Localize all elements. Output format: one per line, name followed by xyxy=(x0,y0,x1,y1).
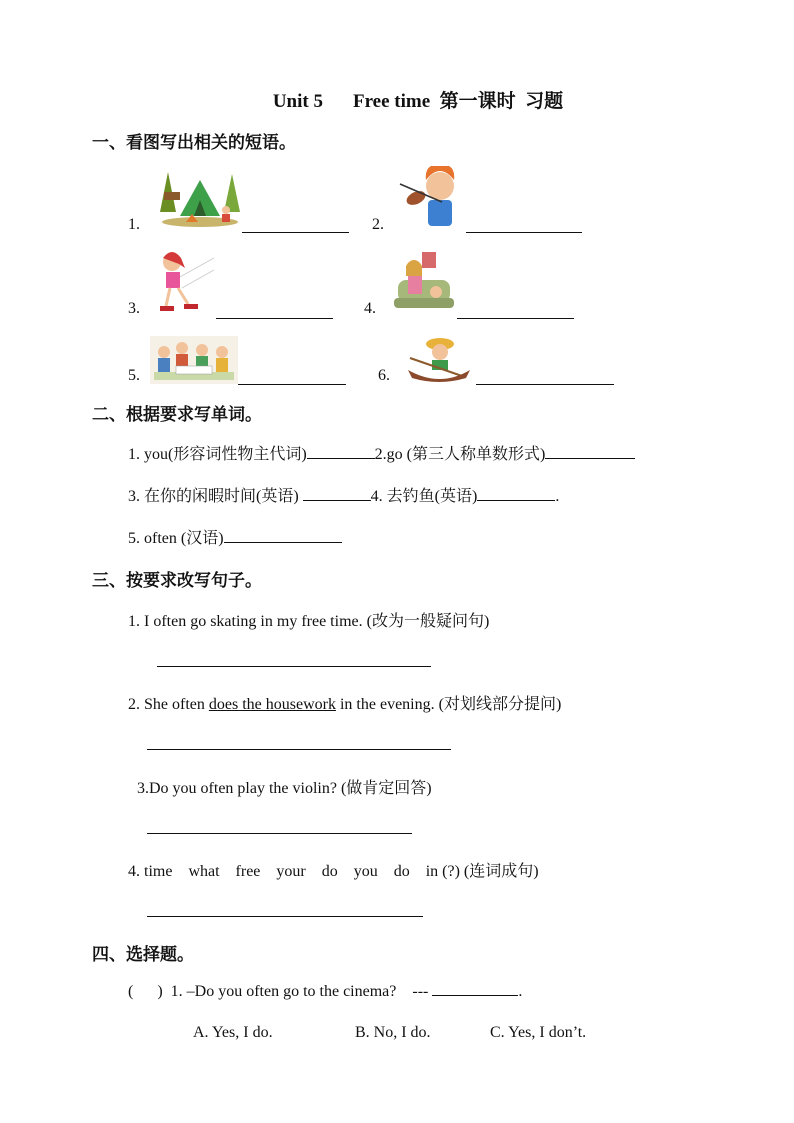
rewrite-answer-line-1[interactable] xyxy=(157,666,431,667)
option-a[interactable]: A. Yes, I do. xyxy=(193,1024,273,1041)
word-blank-4[interactable] xyxy=(477,499,555,501)
item-number-2: 2. xyxy=(372,216,384,233)
rewrite-question-2-end: in the evening. (对划线部分提问) xyxy=(335,696,562,713)
answer-line-4[interactable] xyxy=(457,318,574,319)
period: . xyxy=(518,983,523,1000)
answer-line-2[interactable] xyxy=(466,232,582,233)
word-question-3: 3. 在你的闲暇时间(英语) xyxy=(128,488,303,505)
item-number-5: 5. xyxy=(128,367,140,384)
rewrite-question-1: 1. I often go skating in my free time. (改为一般疑问句) xyxy=(128,613,490,630)
rewrite-question-2-start: 2. She often xyxy=(128,696,209,713)
item-number-4: 4. xyxy=(364,300,376,317)
word-blank-5[interactable] xyxy=(224,541,342,543)
title-topic: Free time xyxy=(352,91,431,112)
word-blank-1[interactable] xyxy=(307,457,375,459)
item-number-3: 3. xyxy=(128,300,140,317)
answer-line-6[interactable] xyxy=(476,384,614,385)
word-question-2: 2.go (第三人称单数形式) xyxy=(374,446,546,463)
choice-question-text: ) 1. –Do you often go to the cinema? --- xyxy=(157,983,433,1000)
family-picnic-picture xyxy=(150,336,238,384)
rewrite-question-4: 4. time what free your do you do in (?) (连词成句) xyxy=(128,863,539,880)
answer-bracket-open: ( xyxy=(128,983,134,1000)
camping-picture xyxy=(158,166,242,230)
option-c[interactable]: C. Yes, I don’t. xyxy=(490,1024,587,1041)
rewrite-question-2 xyxy=(128,691,561,714)
section-heading-1: 一、看图写出相关的短语。 xyxy=(92,133,296,153)
rewrite-answer-line-4[interactable] xyxy=(147,916,423,917)
word-blank-2[interactable] xyxy=(545,457,635,459)
word-question-5: 5. often (汉语) xyxy=(128,530,224,547)
option-b[interactable]: B. No, I do. xyxy=(355,1024,431,1041)
title-type: 习题 xyxy=(525,91,564,112)
word-question-1: 1. you(形容词性物主代词) xyxy=(128,446,307,463)
word-question-row-2 xyxy=(128,483,559,506)
answer-line-1[interactable] xyxy=(242,232,349,233)
word-question-4: 4. 去钓鱼(英语) xyxy=(370,488,478,505)
boating-picture xyxy=(402,332,474,384)
rewrite-answer-line-2[interactable] xyxy=(147,749,451,750)
answer-line-3[interactable] xyxy=(216,318,333,319)
word-question-row-1 xyxy=(128,441,635,464)
item-number-6: 6. xyxy=(378,367,390,384)
title-unit: Unit 5 xyxy=(272,91,323,112)
section-heading-4: 四、选择题。 xyxy=(92,945,194,965)
section-heading-3: 三、按要求改写句子。 xyxy=(92,571,262,591)
title-lesson: 第一课时 xyxy=(439,91,516,112)
underlined-phrase: does the housework xyxy=(208,696,336,713)
period: . xyxy=(555,488,560,505)
choice-blank-1[interactable] xyxy=(432,994,518,996)
answer-line-5[interactable] xyxy=(238,384,346,385)
rewrite-question-3: 3.Do you often play the violin? (做肯定回答) xyxy=(137,780,432,797)
choice-question-1 xyxy=(128,983,522,1001)
reading-picture xyxy=(392,250,456,316)
rewrite-answer-line-3[interactable] xyxy=(147,833,412,834)
word-question-row-3 xyxy=(128,525,342,548)
item-number-1: 1. xyxy=(128,216,140,233)
page-title xyxy=(0,86,794,113)
skating-picture xyxy=(152,248,216,314)
section-heading-2: 二、根据要求写单词。 xyxy=(92,405,262,425)
violin-picture xyxy=(396,166,464,230)
word-blank-3[interactable] xyxy=(303,499,371,501)
